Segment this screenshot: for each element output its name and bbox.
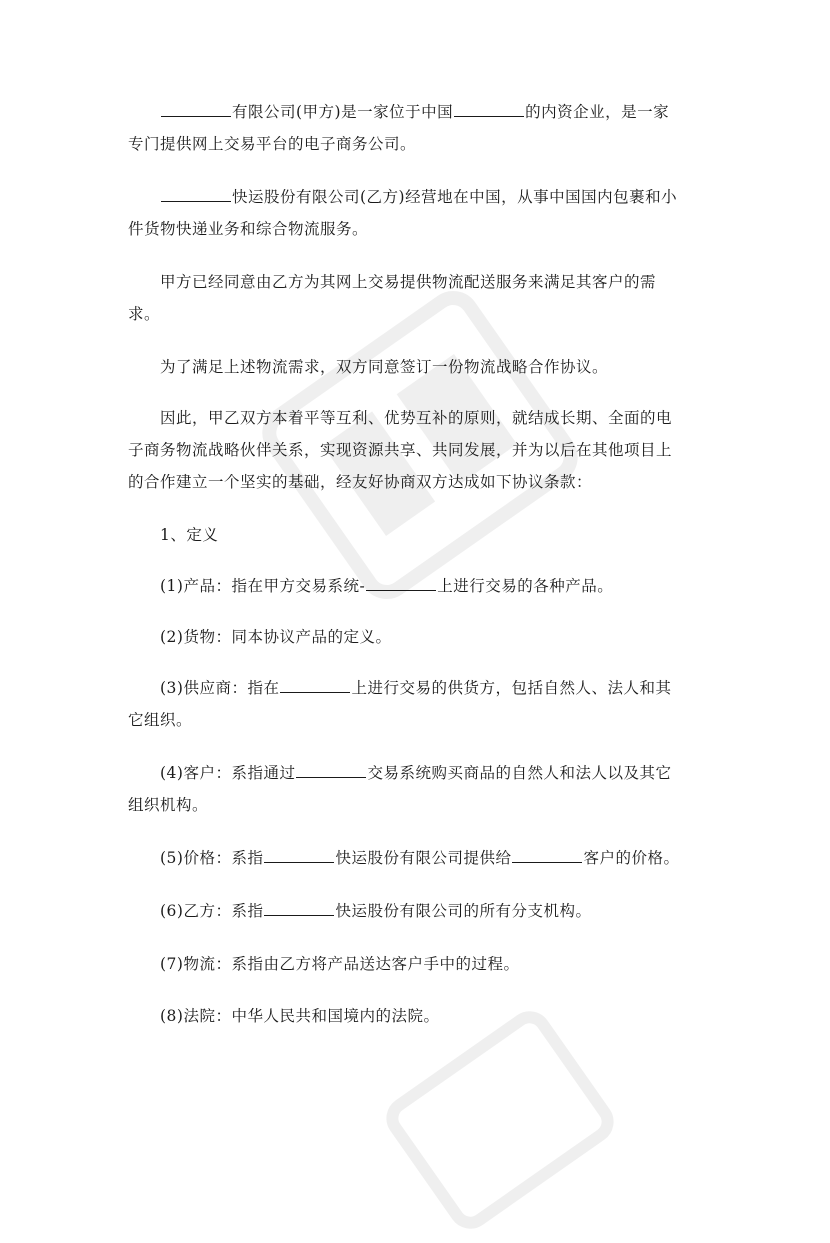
text: 它组织。 [128,711,193,729]
definition-court [128,1000,698,1032]
text: 有限公司(甲方)是一家位于中国 [232,103,454,121]
text: (6)乙方：系指 [160,902,264,920]
paragraph-3 [128,266,698,330]
definition-logistics [128,948,698,980]
paragraph-1 [128,96,698,160]
text: 1、定义 [160,526,219,544]
text: 因此，甲乙双方本着平等互利、优势互补的原则，就结成长期、全面的电 [160,409,673,427]
section-heading [128,519,698,551]
text: 的内资企业，是一家 [525,103,670,121]
text: 客户的价格。 [583,849,680,867]
paragraph-4 [128,351,698,383]
blank-field [161,102,231,117]
blank-field [366,576,436,591]
blank-field [264,901,334,916]
text: 为了满足上述物流需求，双方同意签订一份物流战略合作协议。 [160,358,609,376]
blank-field [161,187,231,202]
blank-field [512,848,582,863]
definition-supplier [128,672,698,736]
text: 求。 [128,305,161,323]
text: 组织机构。 [128,796,209,814]
watermark-logo-bottom [372,997,628,1243]
definition-price [128,842,698,874]
text: (1)产品：指在甲方交易系统- [160,577,366,595]
blank-field [280,678,350,693]
text: 专门提供网上交易平台的电子商务公司。 [128,135,417,153]
definition-customer [128,757,698,821]
text: 甲方已经同意由乙方为其网上交易提供物流配送服务来满足其客户的需 [160,273,657,291]
text: (3)供应商：指在 [160,679,280,697]
text: 上进行交易的供货方，包括自然人、法人和其 [351,679,672,697]
blank-field [454,102,524,117]
text: (5)价格：系指 [160,849,264,867]
definition-product [128,570,698,602]
text: 快运股份有限公司(乙方)经营地在中国，从事中国国内包裹和小 [232,188,678,206]
text: 子商务物流战略伙伴关系，实现资源共享、共同发展，并为以后在其他项目上 [128,441,673,459]
text: 快运股份有限公司的所有分支机构。 [335,902,592,920]
blank-field [296,763,366,778]
text: 快运股份有限公司提供给 [335,849,512,867]
text: 交易系统购买商品的自然人和法人以及其它 [367,764,672,782]
definition-goods [128,621,698,653]
text: 件货物快递业务和综合物流服务。 [128,220,369,238]
paragraph-5 [128,402,698,498]
text: (2)货物：同本协议产品的定义。 [160,628,392,646]
text: (8)法院：中华人民共和国境内的法院。 [160,1007,440,1025]
paragraph-2 [128,181,698,245]
text: 上进行交易的各种产品。 [437,577,614,595]
blank-field [264,848,334,863]
text: (4)客户：系指通过 [160,764,296,782]
text: (7)物流：系指由乙方将产品送达客户手中的过程。 [160,955,520,973]
definition-party-b [128,895,698,927]
text: 的合作建立一个坚实的基础，经友好协商双方达成如下协议条款： [128,473,593,491]
